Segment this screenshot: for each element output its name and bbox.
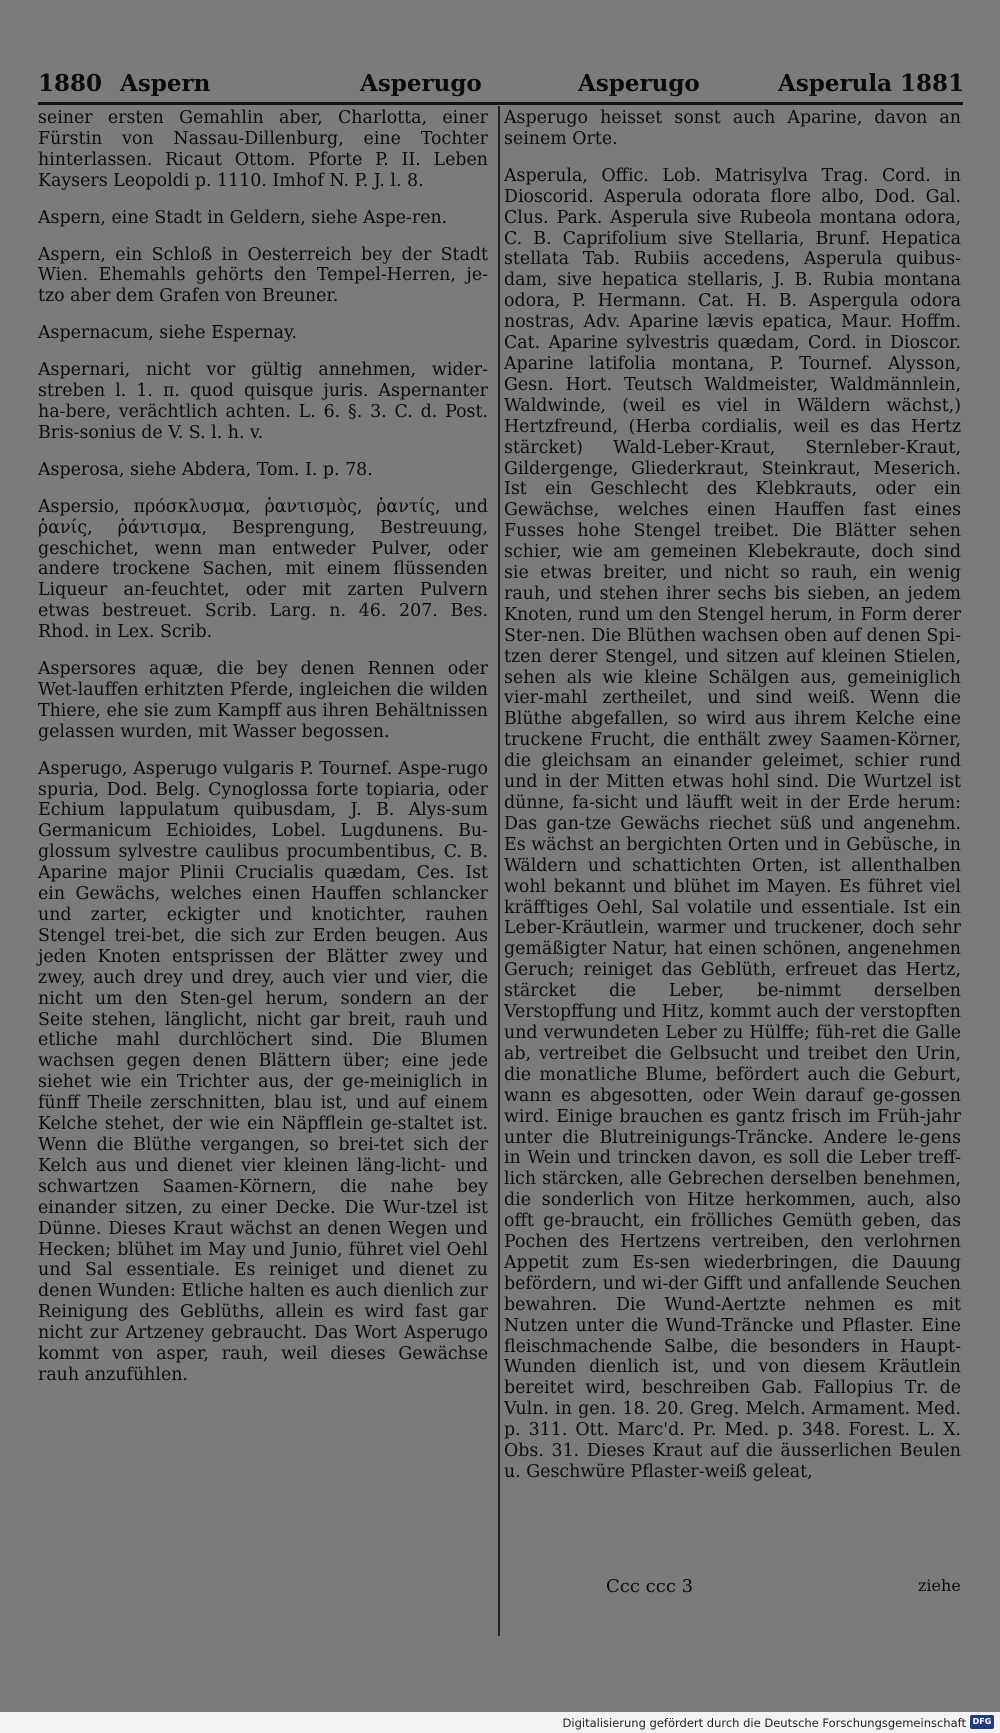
page-number-left: 1880: [38, 70, 103, 97]
book-page: [38, 58, 968, 1668]
footer-credit: Digitalisierung gefördert durch die Deutsche Forschungsgemeinschaft: [562, 1716, 966, 1730]
left-column: [38, 108, 488, 1388]
right-guide-word: Asperula: [778, 70, 892, 97]
entry-charlotta-continuation: seiner ersten Gemahlin aber, Charlotta, einer Fürstin von Nassau-Dillenburg, eine Tochter hinterlassen. Ricaut Ottom. Pforte P. II. Leben Kaysers Leopoldi p. 1110. Imhof N. P. J. l. 8.: [38, 108, 488, 191]
running-header: [38, 70, 968, 106]
header-rule: [38, 102, 963, 105]
catchword: ziehe: [918, 1576, 961, 1595]
entry-aspersores: Aspersores aquæ, die bey denen Rennen oder Wet-lauffen erhitzten Pferde, ingleichen die wilden Thiere, ehe sie zum Kampff aus ihren Behältnissen gelassen wurden, mit Wasser begossen.: [38, 659, 488, 742]
entry-aspernacum: Aspernacum, siehe Espernay.: [38, 323, 298, 344]
entry-aspersio: Aspersio, πρόσκλυσμα, ῥαντισμὸς, ῥαντίς, und ῥανίς, ῥάντισμα, Besprengung, Bestreuung, geschichet, wenn man entweder Pulver, oder andere trockene Sachen, mit einem flüssenden Liqueur an-feuchtet, oder mit zarten Pulvern etwas bestreuet. Scrib. Larg. n. 46. 207. Bes. Rhod. in Lex. Scrib.: [38, 496, 488, 643]
entry-asperugo: Asperugo, Asperugo vulgaris P. Tournef. Aspe-rugo spuria, Dod. Belg. Cynoglossa forte topiaria, oder Echium lappulatum quibusdam, J. B. Alys-sum Germanicum Echioides, Lobel. Lugdunens. Bu-glossum sylvestre caulibus procumbentibus, C. B. Aparine major Plinii Crucialis quædam, Ces. Ist ein Gewächs, welches einen Hauffen schlancker und zarter, eckigter und knotichter, rauhen Stengel trei-bet, die sich zur Erden beugen. Aus jeden Knoten entsprissen der Blätter zwey und zwey, auch drey und drey, auch vier und vier, die nicht um den Sten-gel herum, sondern an der Seite stehen, länglicht, nicht gar breit, rauh und etliche mahl durchlöchert sind. Die Blumen wachsen gegen denen Blättern über; eine jede siehet wie ein Trichter aus, der ge-meiniglich in fünff Theile zerschnitten, blau ist, und auf einem Kelche stehet, der wie ein Näpfflein ge-staltet ist. Wenn die Blüthe vergangen, so brei-tet sich der Kelch aus und dienet vier kleinen läng-licht- und schwartzen Saamen-Körnern, die nahe bey einander sitzen, zu einer Decke. Die Wur-tzel ist Dünne. Dieses Kraut wächst an denen Wegen und Hecken; blühet im May und Junio, führet viel Oehl und Sal essentiale. Es reiniget und dienet zu denen Wunden: Etliche halten es auch dienlich zur Reinigung des Geblüths, allein es wird fast gar nicht zur Artzeney gebraucht. Das Wort Asperugo kommt von asper, rauh, weil dieses Gewächse rauh anzufühlen.: [38, 758, 488, 1385]
left-guide-word: Aspern: [120, 70, 211, 97]
entry-asperugo-aparine: Asperugo heisset sonst auch Aparine, davon an seinem Orte.: [504, 108, 961, 149]
right-running-title: Asperugo: [578, 70, 700, 97]
entry-asperula: Asperula, Offic. Lob. Matrisylva Trag. Cord. in Dioscorid. Asperula odorata flore albo, Dod. Gal. Clus. Park. Asperula sive Rubeola montana odora, C. B. Caprifolium sive Stellaria, Brunf. Hepatica stellata Tab. Rubiis accedens, Asperula quibus-dam, sive hepatica stellaris, J. B. Rubia montana odora, P. Hermann. Cat. H. B. Aspergula odora nostras, Adv. Aparine lævis epatica, Maur. Hoffm. Cat. Aparine sylvestris quædam, Cord. in Dioscor. Aparine latifolia montana, P. Tournef. Alysson, Gesn. Hort. Teutsch Waldmeister, Waldmännlein, Waldwinde, (weil es viel in Wäldern wächst,) Hertzfreund, (Herba cordialis, weil es das Hertz stärcket) Wald-Leber-Kraut, Sternleber-Kraut, Gildergenge, Gliederkraut, Steinkraut, Meserich. Ist ein Geschlecht des Klebkrauts, oder ein Gewächse, welches einen Hauffen fast eines Fusses hohe Stengel treibet. Die Blätter sehen schier, wie am gemeinen Klebekraute, doch sind sie etwas breiter, und nicht so rauh, ein wenig rauh, und stehen ihrer sechs bis sieben, an jedem Knoten, rund um den Stengel herum, in Form derer Ster-nen. Die Blüthen wachsen oben auf denen Spi-tzen derer Stengel, und sitzen auf kleinen Stielen, sehen als wie kleine Schälgen aus, gemeiniglich vier-mahl zertheilet, und sind weiß. Wenn die Blüthe abgefallen, so wird aus ihrem Kelche eine truckene Frucht, die enthält zwey Saamen-Körner, die gleichsam an einander geleimet, schier rund und in der Mitten etwas hohl sind. Die Wurtzel ist dünne, fa-sicht und läufft weit in der Erde herum: Das gan-tze Gewächs riechet süß und angenehm. Es wächst an bergichten Orten und in Gebüsche, in Wäldern und schattichten Orten, ist allenthalben wohl bekannt und blühet im Mayen. Es führet viel kräfftiges Oehl, Sal volatile und essentiale. Ist ein Leber-Kräutlein, warmer und truckener, doch sehr gemäßigter Natur, hat einen schönen, angenehmen Geruch; reiniget das Geblüth, erfreuet das Hertz, stärcket die Leber, be-nimmt derselben Verstopffung und Hitz, kommt auch der verstopften und verwundeten Leber zu Hülffe; füh-ret die Galle ab, vertreibet die Gelbsucht und treibet den Urin, die monatliche Blume, befördert auch die Geburt, wann es abgesotten, oder Wein darauf ge-gossen wird. Einige brauchen es gantz frisch im Früh-jahr unter die Blutreinigungs-Träncke. Andere le-gens in Wein und trincken davon, es soll die Leber treff-lich stärcken, alle Gebrechen derselben benehmen, die sonderlich von Hitze herkommen, auch, also offt ge-braucht, ein frölliches Gemüth geben, das Pochen des Hertzens vertreiben, den verlohrnen Appetit zum Es-sen wiederbringen, die Dauung befördern, und wi-der Gifft und anfallende Seuchen bewahren. Die Wund-Aertzte nehmen es mit Nutzen unter die Wund-Träncke und Pflaster. Eine fleischmachende Salbe, die besonders in Haupt-Wunden dienlich ist, und von diesem Kräutlein bereitet wird, beschreiben Gab. Fallopius Tr. de Vuln. in gen. 18. 20. Greg. Melch. Armament. Med. p. 311. Ott. Marc'd. Pr. Med. p. 348. Forest. L. X. Obs. 31. Dieses Kraut auf die äusserlichen Beulen u. Geschwüre Pflaster-weiß geleat,: [504, 165, 961, 1482]
right-column: [504, 108, 961, 1485]
entry-asperosa: Asperosa, siehe Abdera, Tom. I. p. 78.: [38, 459, 373, 480]
digitization-footer: [0, 1712, 1000, 1733]
entry-aspernari: Aspernari, nicht vor gültig annehmen, wider-streben l. 1. π. quod quisque juris. Aspernanter ha-bere, verächtlich achten. L. 6. §. 3. C. d. Post. Bris-sonius de V. S. l. h. v.: [38, 360, 488, 443]
entry-aspern-geldern: Aspern, eine Stadt in Geldern, siehe Aspe-ren.: [38, 207, 448, 228]
dfg-logo-icon: DFG: [970, 1715, 994, 1729]
page-number-right: 1881: [900, 70, 965, 97]
column-divider: [498, 106, 500, 1636]
entry-aspern-schloss: Aspern, ein Schloß in Oesterreich bey der Stadt Wien. Ehemahls gehörts den Tempel-Herren, je-tzo aber dem Grafen von Breuner.: [38, 244, 488, 307]
signature-mark: Ccc ccc 3: [606, 1576, 694, 1597]
left-running-title: Asperugo: [360, 70, 482, 97]
